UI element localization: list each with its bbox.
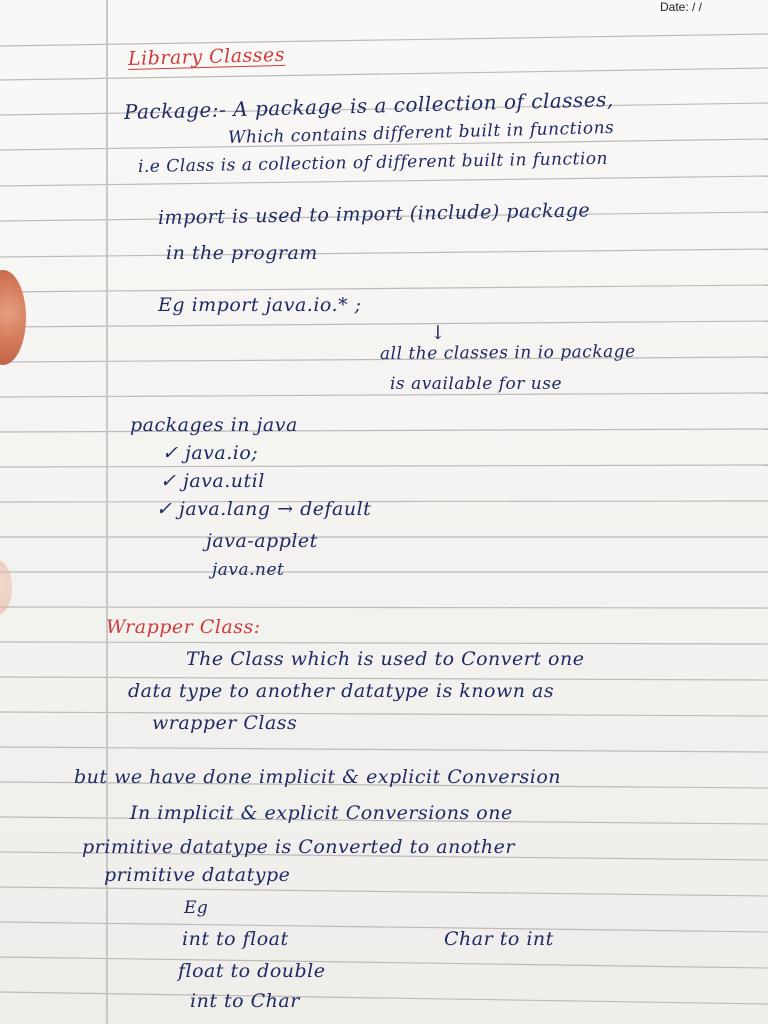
list-item: java-applet <box>206 530 318 552</box>
text-line: int to float <box>182 928 289 950</box>
section-title-wrapper-class: Wrapper Class: <box>106 616 261 638</box>
text-line: is available for use <box>390 374 563 394</box>
text-line: packages in java <box>130 414 298 436</box>
text-line: all the classes in io package <box>379 341 636 364</box>
text-line: In implicit & explicit Conversions one <box>130 802 513 824</box>
list-item: ✓ java.lang → default <box>156 498 372 520</box>
text-line: Package:- A package is a collection of classes, <box>123 87 615 124</box>
section-title-library-classes: Library Classes <box>127 43 286 70</box>
text-line: primitive datatype is Converted to another <box>82 836 515 858</box>
text-line: Eg <box>184 898 209 918</box>
text-line: int to Char <box>190 990 300 1012</box>
list-item: java.net <box>212 560 285 580</box>
text-line: float to double <box>178 960 326 982</box>
text-line: data type to another datatype is known as <box>128 680 555 702</box>
text-line: Which contains different built in functions <box>227 117 615 148</box>
text-line: primitive datatype <box>104 864 291 886</box>
arrow-down: ↓ <box>430 322 447 344</box>
text-line: wrapper Class <box>152 712 298 734</box>
list-item: ✓ java.util <box>160 470 265 492</box>
text-line: Char to int <box>444 928 554 950</box>
text-line: Eg import java.io.* ; <box>158 294 362 316</box>
date-label: Date: / / <box>660 0 703 14</box>
text-line: i.e Class is a collection of different built in function <box>137 148 609 177</box>
list-item: ✓ java.io; <box>162 442 259 464</box>
text-line: in the program <box>166 242 318 264</box>
text-line: but we have done implicit & explicit Conversion <box>74 766 562 788</box>
text-line: import is used to import (include) package <box>157 199 591 229</box>
text-line: The Class which is used to Convert one <box>186 648 585 670</box>
